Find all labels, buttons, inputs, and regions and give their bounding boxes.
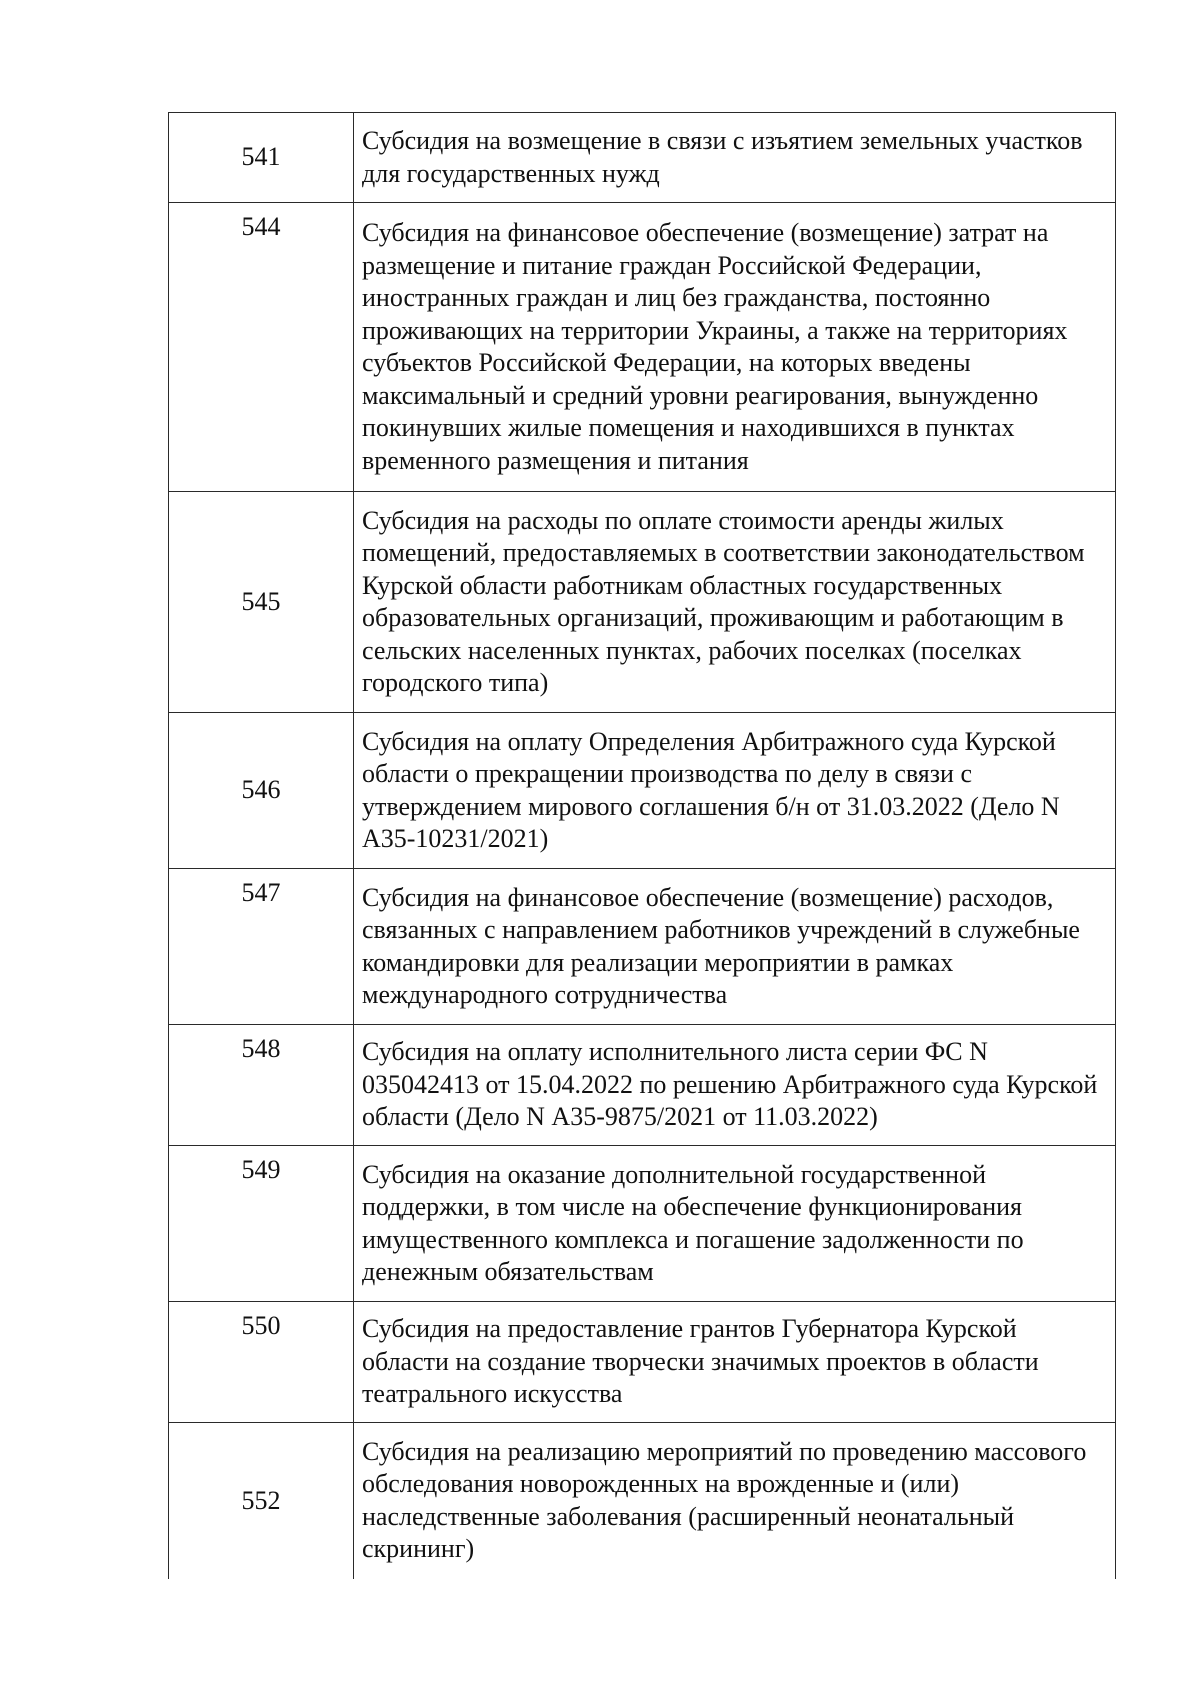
description-cell: Субсидия на реализацию мероприятий по проведению массового обследования новорожденных на врожденные и (или) наследственные заболевания (расширенный неонатальный скрининг) — [354, 1423, 1116, 1579]
table-row — [169, 492, 1116, 713]
table-row — [169, 113, 1116, 203]
code-cell — [169, 1025, 354, 1146]
description-cell: Субсидия на финансовое обеспечение (возмещение) расходов, связанных с направлением работников учреждений в служебные командировки для реализации мероприятии в рамках международного сотрудничества — [354, 869, 1116, 1025]
code-cell — [169, 1146, 354, 1302]
row-code: 552 — [241, 1485, 281, 1515]
code-cell — [169, 492, 354, 713]
code-cell — [169, 113, 354, 203]
table-row — [169, 869, 1116, 1025]
row-code: 548 — [241, 1034, 281, 1063]
code-cell — [169, 1302, 354, 1423]
description-cell: Субсидия на возмещение в связи с изъятием земельных участков для государственных нужд — [354, 113, 1116, 203]
table-row — [169, 1302, 1116, 1423]
table-row — [169, 1146, 1116, 1302]
table-row — [169, 1423, 1116, 1579]
row-code: 545 — [241, 586, 281, 616]
table-row — [169, 713, 1116, 869]
row-code: 547 — [241, 878, 281, 907]
description-cell: Субсидия на оплату Определения Арбитражного суда Курской области о прекращении производства по делу в связи с утверждением мирового соглашения б/н от 31.03.2022 (Дело N А35-10231/2021) — [354, 713, 1116, 869]
row-code: 541 — [241, 142, 281, 172]
row-code: 550 — [241, 1311, 281, 1340]
row-code: 544 — [241, 212, 281, 241]
row-code: 549 — [241, 1155, 281, 1184]
description-cell: Субсидия на предоставление грантов Губернатора Курской области на создание творчески значимых проектов в области театрального искусства — [354, 1302, 1116, 1423]
table-row — [169, 1025, 1116, 1146]
table-row — [169, 203, 1116, 492]
code-cell — [169, 869, 354, 1025]
row-code: 546 — [241, 775, 281, 805]
code-cell — [169, 713, 354, 869]
description-cell: Субсидия на расходы по оплате стоимости аренды жилых помещений, предоставляемых в соответствии законодательством Курской области работникам областных государственных образовательных организаций, проживающим и работающим в сельских населенных пунктах, рабочих поселках (поселках городского типа) — [354, 492, 1116, 713]
description-cell: Субсидия на финансовое обеспечение (возмещение) затрат на размещение и питание граждан Российской Федерации, иностранных граждан и лиц без гражданства, постоянно проживающих на территории Украины, а также на территориях субъектов Российской Федерации, на которых введены максимальный и средний уровни реагирования, вынужденно покинувших жилые помещения и находившихся в пунктах временного размещения и питания — [354, 203, 1116, 492]
code-cell — [169, 1423, 354, 1579]
code-cell — [169, 203, 354, 492]
description-cell: Субсидия на оплату исполнительного листа серии ФС N 035042413 от 15.04.2022 по решению Арбитражного суда Курской области (Дело N А35-9875/2021 от 11.03.2022) — [354, 1025, 1116, 1146]
subsidy-codes-table — [168, 112, 1116, 1579]
description-cell: Субсидия на оказание дополнительной государственной поддержки, в том числе на обеспечение функционирования имущественного комплекса и погашение задолженности по денежным обязательствам — [354, 1146, 1116, 1302]
